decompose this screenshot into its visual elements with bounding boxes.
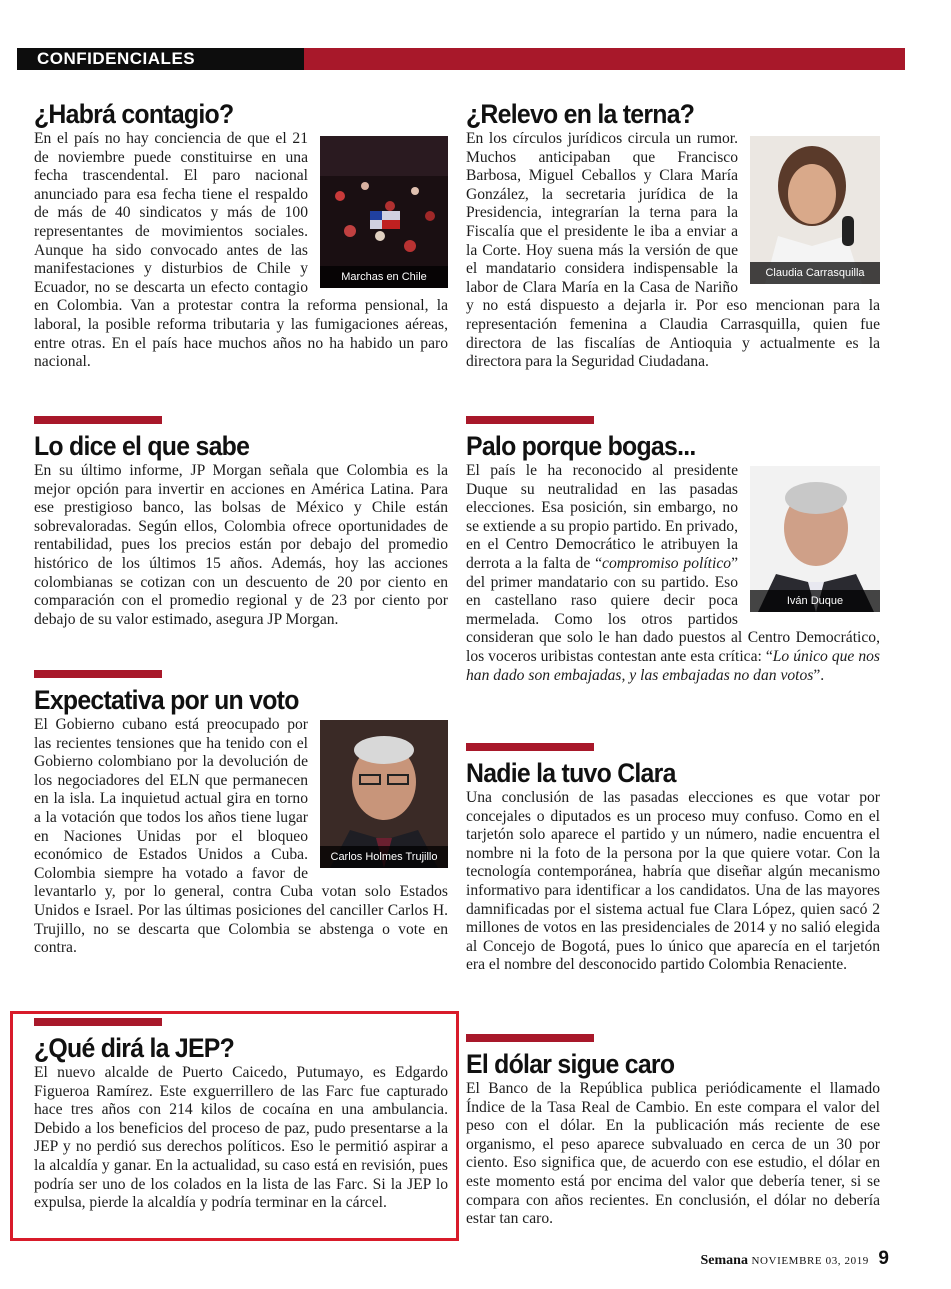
publication-name: Semana	[700, 1253, 748, 1268]
photo-caption: Claudia Carrasquilla	[750, 262, 880, 284]
title-bar	[34, 670, 162, 678]
article-voto	[34, 670, 448, 958]
highlight-box	[10, 1011, 459, 1241]
article-title: El dólar sigue caro	[466, 1049, 675, 1079]
body-text: ”.	[813, 666, 825, 684]
section-label: CONFIDENCIALES	[17, 48, 304, 70]
issue-date: NOVIEMBRE 03, 2019	[751, 1255, 869, 1267]
body-italic: compromiso político	[602, 554, 732, 572]
article-body: Una conclusión de las pasadas elecciones es que votar por concejales o diputados es un proceso muy confuso. Como en el tarjetón solo aparece el partido y un número, nadie encuentra el nombre ni la foto de la persona por la que quiere votar. Con la tecnología contemporánea, habría que diseñar algún mecanismo informativo para identificar a los candidatos. Una de las mayores damnificadas por el sistema actual fue Clara López, quien sacó 2 millones de votos en las presidenciales de 2014 y no salió elegida al Concejo de Bogotá, pues lo único que aparecía en el tarjetón era el nombre del desconocido partido Colombia Renaciente.	[466, 789, 880, 974]
article-palo	[466, 416, 880, 685]
title-bar	[466, 1034, 594, 1042]
article-title: Lo dice el que sabe	[34, 431, 250, 461]
photo-caption: Marchas en Chile	[320, 266, 448, 288]
title-bar	[466, 416, 594, 424]
photo-marchas-chile	[320, 136, 448, 288]
article-dolar	[466, 1034, 880, 1229]
article-title: Palo porque bogas...	[466, 431, 696, 461]
title-bar	[466, 743, 594, 751]
photo-claudia-carrasquilla	[750, 136, 880, 284]
body-italic: Lo único que nos han dado son embajadas, y las embajadas no dan votos	[466, 647, 880, 684]
title-bar	[34, 416, 162, 424]
article-relevo	[466, 100, 880, 372]
body-text: El país le ha reconocido al presidente Duque su neutralidad en las pasadas elecciones. Esa posición, sin embargo, no se extiende a su propio partido. En privado, en el Centro Democrático le atribuyen la derrota a la falta de “	[466, 462, 738, 572]
article-title: Nadie la tuvo Clara	[466, 758, 676, 788]
article-body: El nuevo alcalde de Puerto Caicedo, Putumayo, es Edgardo Figueroa Ramírez. Este exguerrillero de las Farc fue capturado hace tres años con 214 kilos de cocaína en una ambulancia. Debido a los beneficios del proceso de paz, pudo presentarse a la JEP y no perdió sus derechos políticos. Eso le permitió aspirar a la alcaldía y ganar. En la actualidad, su caso está en revisión, pues podría ser uno de los colados en la lista de las Farc. Si la JEP lo expulsa, pierde la alcaldía y podría terminar en la cárcel.	[34, 1064, 448, 1212]
article-title: Expectativa por un voto	[34, 685, 299, 715]
article-sabe	[34, 416, 448, 629]
body-text: ” del primer mandatario con su partido. Eso en castellano raso quiere decir poca mermelada. Como los otros partidos consideran que solo le han dado puestos al Centro Democrático, los voceros uribistas contestan ante esta crítica: “	[466, 554, 880, 665]
photo-caption: Iván Duque	[750, 590, 880, 612]
article-body: El Gobierno cubano está preocupado por las recientes tensiones que ha tenido con el Gobierno colombiano por la devolución de los negociadores del ELN que permanecen en la isla. La inquietud actual gira en torno a la votación que todos los años tiene lugar en Naciones Unidas por el bloqueo económico de Estados Unidos a Cuba. Colombia siempre ha votado a favor de levantarlo y, por lo general, contra Cuba votan solo Estados Unidos e Israel. Por las últimas posiciones del canciller Carlos H. Trujillo, no se descarta que Colombia se abstenga o vote en contra.	[34, 716, 448, 957]
article-title: ¿Relevo en la terna?	[466, 99, 695, 129]
section-header	[17, 48, 905, 70]
article-body: En los círculos jurídicos circula un rumor. Muchos anticipaban que Francisco Barbosa, Miguel Ceballos y Clara María González, la secretaria jurídica de la Presidencia, integrarían la terna para la Fiscalía que el presidente le iba a enviar a la Corte. Hoy suena más la versión de que el mandatario considera indispensable la labor de Clara María en la Casa de Nariño y no está dispuesto a dejarla ir. Por eso mencionan para la representación femenina a Claudia Carrasquilla, quien fue directora de las fiscalías de Antioquia y actualmente es la directora para la Seguridad Ciudadana.	[466, 130, 880, 371]
photo-caption: Carlos Holmes Trujillo	[320, 846, 448, 868]
article-body: En el país no hay conciencia de que el 21 de noviembre puede constituirse en una fecha trascendental. El paro nacional anunciado para esa fecha tiene el respaldo de más de 40 sindicatos y más de 100 representantes de movimientos sociales. Aunque ha sido convocado antes de las manifestaciones y disturbios de Chile y Ecuador, no se descarta un efecto contagio en Colombia. Van a protestar contra la reforma pensional, la laboral, la posible reforma tributaria y las fumigaciones aéreas, entre otras. En el país hace muchos años no ha habido un paro nacional.	[34, 130, 448, 371]
article-body: En su último informe, JP Morgan señala que Colombia es la mejor opción para invertir en acciones en América Latina. Para ese prestigioso banco, las bolsas de México y Chile están sobrevaloradas. Según ellos, Colombia ofrece oportunidades de rentabilidad, pues los precios están por debajo del promedio histórico de los últimos 15 años. Además, hoy las acciones colombianas se cotizan con un descuento de 20 por ciento en comparación con el promedio regional y de 23 por ciento por debajo de su valor estimado, asegura JP Morgan.	[34, 462, 448, 628]
photo-carlos-holmes	[320, 720, 448, 868]
article-body: El Banco de la República publica periódicamente el llamado Índice de la Tasa Real de Cambio. En este compara el valor del peso con el dólar. En la publicación más reciente de ese organismo, el peso aparece subvaluado en cerca de un 30 por ciento. Eso significa que, de acuerdo con ese estudio, el dólar en este momento está por encima del valor que debería tener, si se compara con años recientes. En conclusión, el dólar no debería estar tan caro.	[466, 1080, 880, 1228]
article-clara	[466, 743, 880, 975]
page-number: 9	[878, 1248, 889, 1269]
page-footer	[701, 1248, 889, 1270]
photo-ivan-duque	[750, 466, 880, 612]
article-contagio	[34, 100, 448, 372]
article-title: ¿Qué dirá la JEP?	[34, 1033, 235, 1063]
article-title: ¿Habrá contagio?	[34, 99, 234, 129]
